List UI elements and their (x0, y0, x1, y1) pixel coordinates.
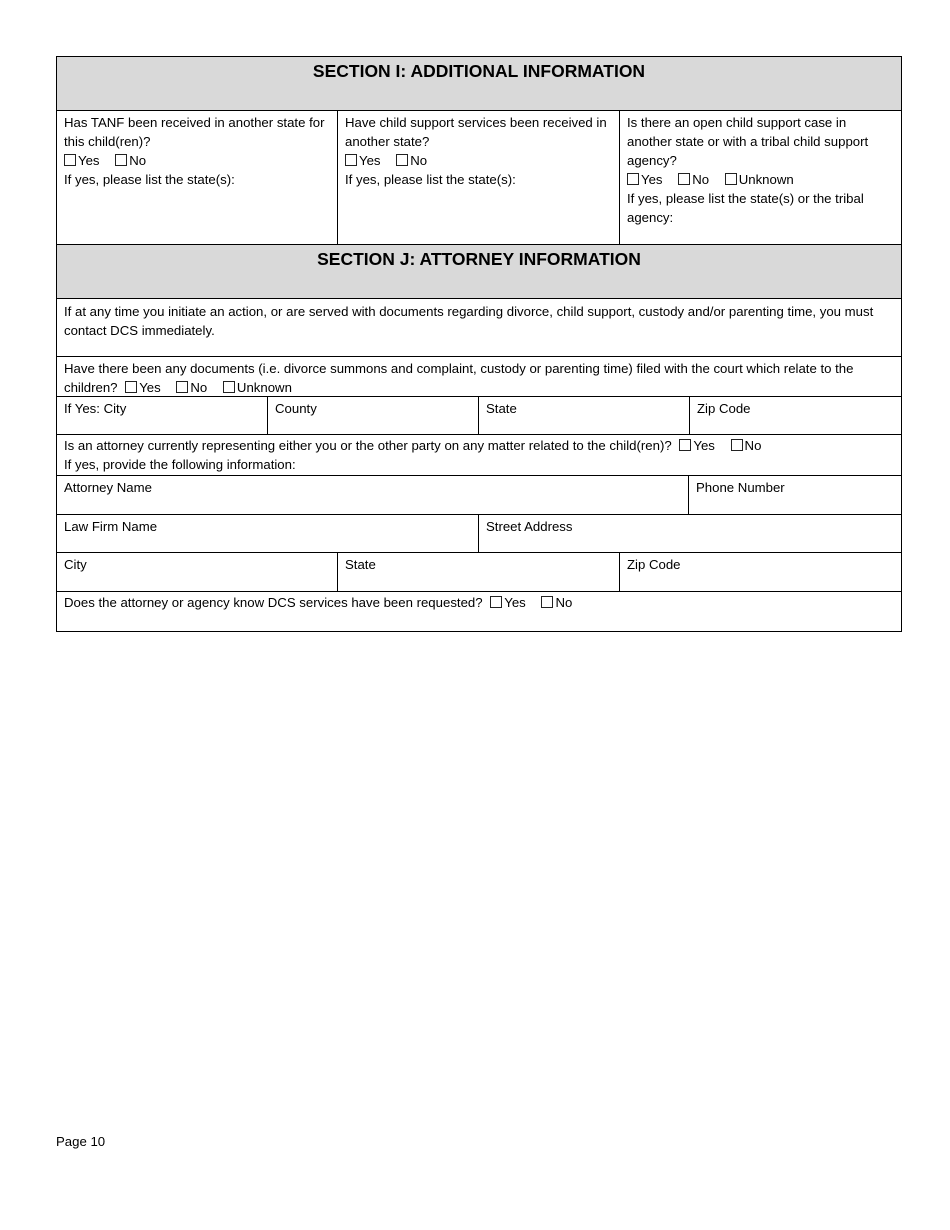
open-case-no-option[interactable]: No (678, 172, 709, 187)
court-zip-field[interactable]: Zip Code (689, 397, 901, 434)
section-i-title: SECTION I: ADDITIONAL INFORMATION (312, 61, 646, 81)
attorney-question-row (56, 435, 902, 476)
section-j-header (56, 245, 902, 299)
checkbox-icon[interactable] (64, 154, 76, 166)
attorney-name-row (56, 476, 902, 515)
documents-question: Have there been any documents (i.e. divorce summons and complaint, custody or parenting time) filed with the court which relate to the children? (64, 361, 854, 395)
section-j-title: SECTION J: ATTORNEY INFORMATION (317, 249, 641, 269)
child-support-yes-option[interactable]: Yes (345, 153, 381, 168)
open-case-unknown-option[interactable]: Unknown (725, 172, 794, 187)
checkbox-icon[interactable] (345, 154, 357, 166)
child-support-no-option[interactable]: No (396, 153, 427, 168)
law-firm-row (56, 515, 902, 553)
checkbox-icon[interactable] (678, 173, 690, 185)
tanf-no-option[interactable]: No (115, 153, 146, 168)
open-case-yes-option[interactable]: Yes (627, 172, 663, 187)
documents-row (56, 357, 902, 397)
tanf-question: Has TANF been received in another state for this child(ren)? (64, 115, 325, 149)
checkbox-icon[interactable] (725, 173, 737, 185)
open-case-followup: If yes, please list the state(s) or the tribal agency: (627, 191, 864, 225)
court-city-field[interactable]: If Yes: City (64, 401, 127, 416)
page-number: Page 10 (56, 1134, 106, 1149)
phone-number-field[interactable]: Phone Number (688, 476, 901, 514)
attorney-followup: If yes, provide the following information: (64, 457, 296, 472)
attorney-question: Is an attorney currently representing either you or the other party on any matter related to the child(ren)? (64, 438, 672, 453)
court-county-field[interactable]: County (267, 397, 478, 434)
notice-text: If at any time you initiate an action, or are served with documents regarding divorce, child support, custody and/or parenting time, you must contact DCS immediately. (64, 304, 874, 338)
attorney-yes-option[interactable]: Yes (679, 438, 715, 453)
attorney-question-cell (57, 435, 901, 475)
checkbox-icon[interactable] (396, 154, 408, 166)
checkbox-icon[interactable] (541, 596, 553, 608)
tanf-question-cell (57, 111, 337, 244)
aware-yes-option[interactable]: Yes (490, 595, 526, 610)
checkbox-icon[interactable] (679, 439, 691, 451)
court-location-row (56, 397, 902, 435)
checkbox-icon[interactable] (490, 596, 502, 608)
tanf-yes-option[interactable]: Yes (64, 153, 100, 168)
section-i-questions (56, 111, 902, 245)
aware-question: Does the attorney or agency know DCS services have been requested? (64, 595, 483, 610)
court-state-field[interactable]: State (478, 397, 689, 434)
state-field[interactable]: State (337, 553, 619, 591)
notice-row (56, 299, 902, 357)
documents-unknown-option[interactable]: Unknown (223, 380, 292, 395)
tanf-followup: If yes, please list the state(s): (64, 172, 235, 187)
attorney-no-option[interactable]: No (731, 438, 762, 453)
aware-row (56, 592, 902, 632)
attorney-address-row (56, 553, 902, 592)
child-support-followup: If yes, please list the state(s): (345, 172, 516, 187)
law-firm-field[interactable]: Law Firm Name (64, 519, 158, 534)
checkbox-icon[interactable] (627, 173, 639, 185)
checkbox-icon[interactable] (176, 381, 188, 393)
city-field[interactable]: City (64, 557, 87, 572)
open-case-question-cell (619, 111, 901, 244)
aware-question-cell (57, 592, 901, 631)
street-address-field[interactable]: Street Address (478, 515, 901, 552)
documents-yes-option[interactable]: Yes (125, 380, 161, 395)
child-support-question-cell (337, 111, 619, 244)
aware-no-option[interactable]: No (541, 595, 572, 610)
zip-code-field[interactable]: Zip Code (619, 553, 901, 591)
intake-form (56, 56, 902, 632)
checkbox-icon[interactable] (223, 381, 235, 393)
checkbox-icon[interactable] (125, 381, 137, 393)
documents-question-cell (57, 357, 901, 396)
section-i-header (56, 56, 902, 111)
documents-no-option[interactable]: No (176, 380, 207, 395)
attorney-name-field[interactable]: Attorney Name (64, 480, 152, 495)
open-case-question: Is there an open child support case in another state or with a tribal child support agency? (627, 115, 869, 168)
child-support-question: Have child support services been received in another state? (345, 115, 607, 149)
checkbox-icon[interactable] (115, 154, 127, 166)
checkbox-icon[interactable] (731, 439, 743, 451)
